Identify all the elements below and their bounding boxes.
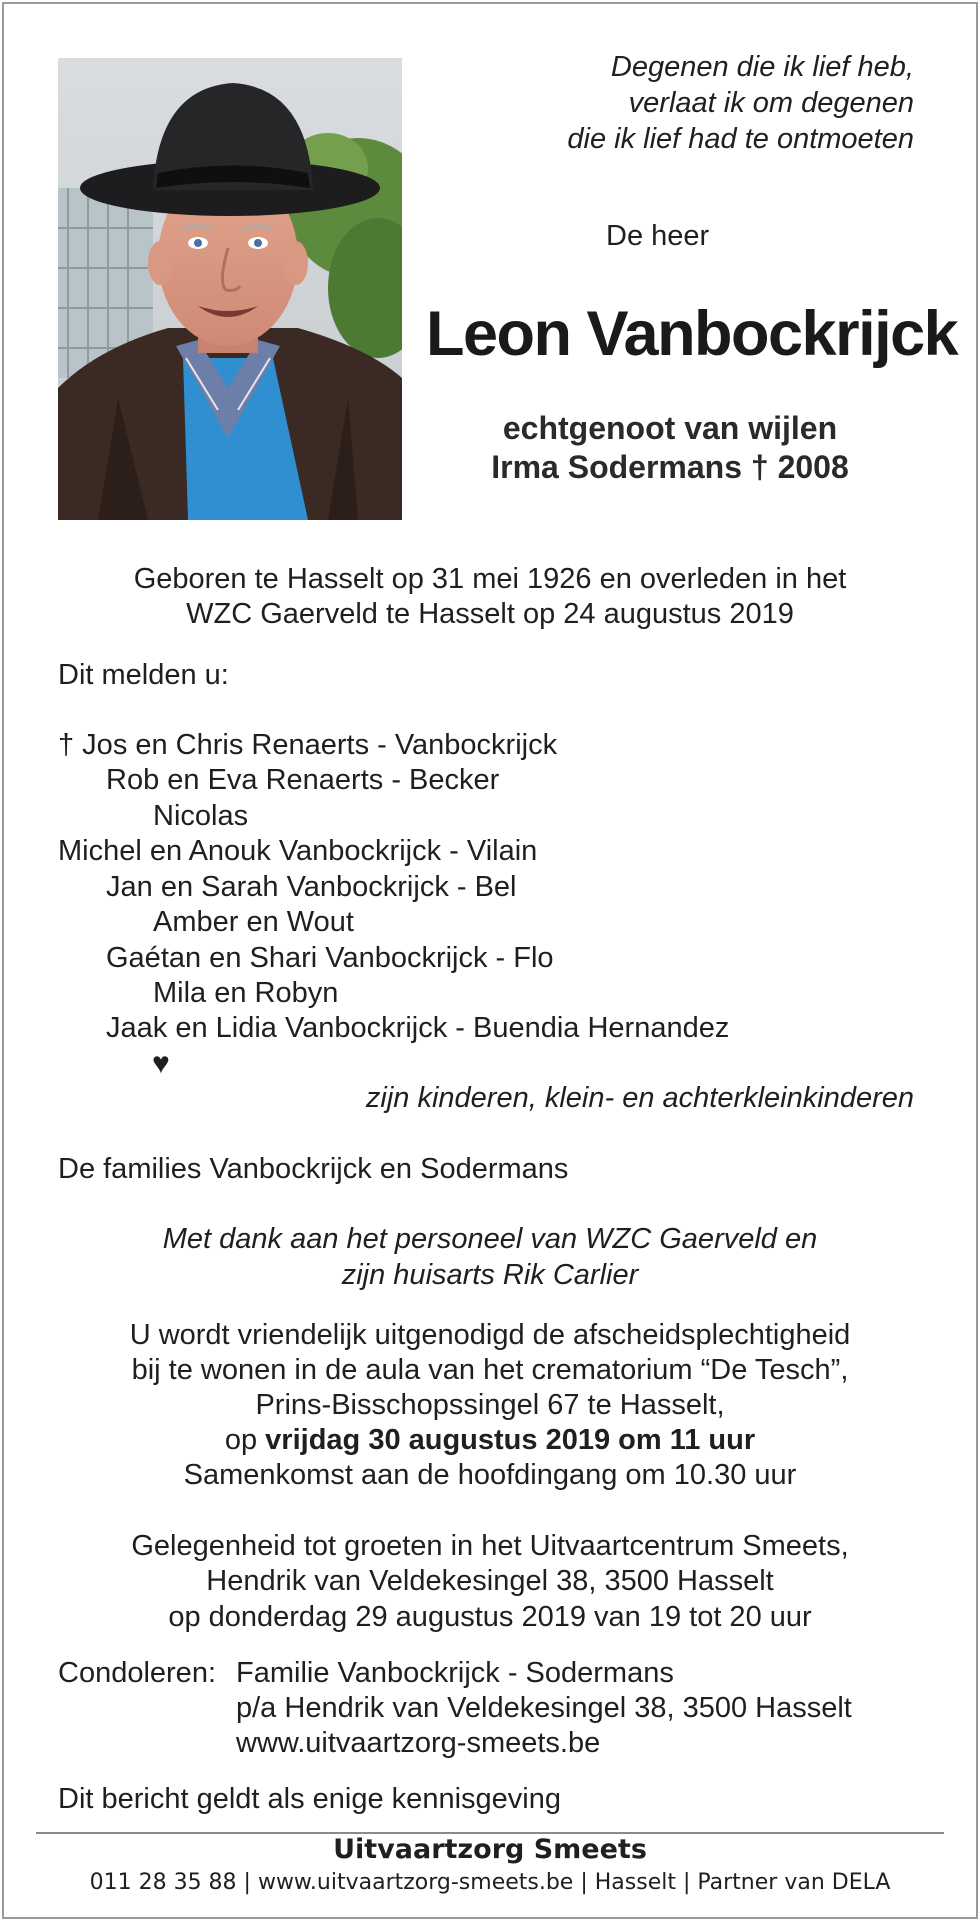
heart-icon: ♥ (152, 1047, 170, 1080)
family-line: Michel en Anouk Vanbockrijck - Vilain (58, 835, 538, 867)
notice-text: Dit bericht geldt als enige kennisgeving (58, 1783, 561, 1815)
condolences-website[interactable]: www.uitvaartzorg-smeets.be (236, 1727, 601, 1759)
family-line: † Jos en Chris Renaerts - Vanbockrijck (58, 729, 558, 761)
condolences-line-1: Familie Vanbockrijck - Sodermans (236, 1657, 674, 1689)
footer-title: Uitvaartzorg Smeets (333, 1834, 647, 1865)
children-caption: zijn kinderen, klein- en achterkleinkinderen (365, 1082, 914, 1114)
birth-line-1: Geboren te Hasselt op 31 mei 1926 en overleden in het (133, 563, 847, 595)
portrait-photo (58, 58, 402, 520)
ceremony-date-prefix: op (224, 1424, 266, 1456)
quote-line-2: verlaat ik om degenen (628, 87, 914, 119)
condolences-label: Condoleren: (58, 1657, 216, 1689)
quote-line-3: die ik lief had te ontmoeten (567, 123, 914, 155)
ceremony-line-2: bij te wonen in de aula van het crematorium “De Tesch”, (131, 1354, 849, 1386)
family-line: Jan en Sarah Vanbockrijck - Bel (106, 871, 517, 903)
condolences-line-2: p/a Hendrik van Veldekesingel 38, 3500 Hasselt (236, 1692, 852, 1724)
family-line: Jaak en Lidia Vanbockrijck - Buendia Hernandez (106, 1012, 730, 1044)
family-line: Gaétan en Shari Vanbockrijck - Flo (106, 942, 554, 974)
family-line: Rob en Eva Renaerts - Becker (106, 764, 500, 796)
salutation: De heer (606, 220, 710, 252)
spouse-line-2: Irma Sodermans † 2008 (491, 449, 849, 485)
greeting-line-1: Gelegenheid tot groeten in het Uitvaartcentrum Smeets, (131, 1530, 849, 1562)
ceremony-line-4 (0, 1423, 980, 1458)
announce-text: Dit melden u: (58, 659, 229, 691)
ceremony-line-3: Prins-Bisschopssingel 67 te Hasselt, (255, 1389, 725, 1421)
thanks-line-1: Met dank aan het personeel van WZC Gaerveld en (162, 1223, 818, 1255)
spouse-line-1: echtgenoot van wijlen (502, 410, 838, 446)
ceremony-line-5: Samenkomst aan de hoofdingang om 10.30 uur (183, 1459, 797, 1491)
ceremony-date: vrijdag 30 augustus 2019 om 11 uur (265, 1424, 756, 1456)
quote-line-1: Degenen die ik lief heb, (610, 51, 914, 83)
birth-line-2: WZC Gaerveld te Hasselt op 24 augustus 2019 (186, 598, 794, 630)
families-line: De families Vanbockrijck en Sodermans (58, 1153, 569, 1185)
footer-details: 011 28 35 88 | www.uitvaartzorg-smeets.be | Hasselt | Partner van DELA (89, 1870, 891, 1895)
thanks-line-2: zijn huisarts Rik Carlier (341, 1259, 639, 1291)
greeting-line-2: Hendrik van Veldekesingel 38, 3500 Hasselt (206, 1565, 774, 1597)
family-line: Nicolas (153, 800, 249, 832)
family-line: Amber en Wout (153, 906, 354, 938)
deceased-name: Leon Vanbockrijck (426, 299, 958, 369)
greeting-line-3: op donderdag 29 augustus 2019 van 19 tot 20 uur (168, 1601, 812, 1633)
family-line: Mila en Robyn (153, 977, 339, 1009)
ceremony-line-1: U wordt vriendelijk uitgenodigd de afscheidsplechtigheid (129, 1319, 851, 1351)
